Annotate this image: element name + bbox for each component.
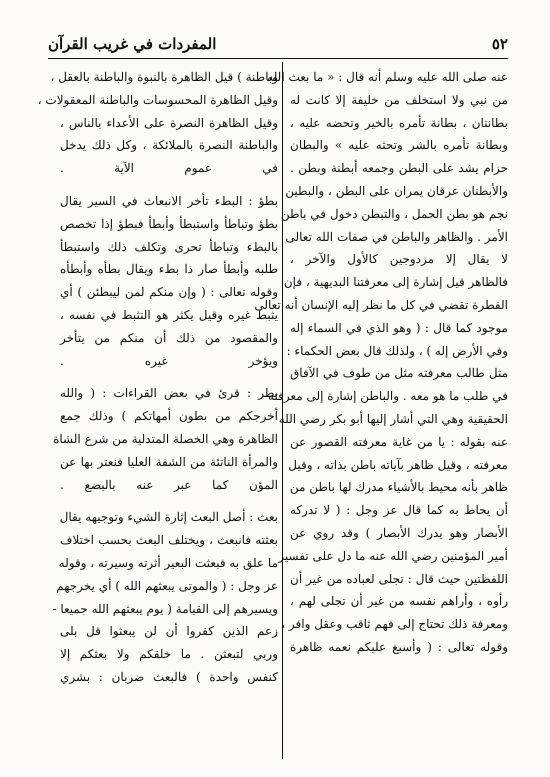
right-text-column xyxy=(254,66,508,759)
page-number: ٥٢ xyxy=(491,35,508,53)
text-line: ويؤخر غيره . xyxy=(60,353,278,368)
header-rule xyxy=(48,58,508,59)
text-line: حزام يشد على البطن وجمعه أبطنة وبطن . xyxy=(290,161,508,176)
text-line: ظاهر بأنه محيط بالأشياء مدرك لها باطن من xyxy=(289,480,508,495)
text-line: أخرجكم من بطون أمهاتكم ) وذلك جمع xyxy=(60,409,278,424)
text-line: فالظاهر قيل إشارة إلى معرفتنا البديهية ، فإن xyxy=(283,275,508,290)
text-line: عز وجل : ( والموتى يبعثهم الله ) أي يخرجهم xyxy=(56,578,278,593)
text-line: وبطانة تأمره بالشر وتحثه عليه » والبطان xyxy=(290,138,508,153)
left-text-column xyxy=(37,66,278,759)
text-line: بعثته فانبعث ، ويختلف البعث بحسب اختلاف xyxy=(60,533,278,548)
page-header xyxy=(48,30,508,58)
paragraph-gap xyxy=(60,372,278,382)
text-line: الحقيقية وهي التي أشار إليها أبو بكر رضي الله xyxy=(278,411,508,426)
text-line: بعث : أصل البعث إثارة الشيء وتوجيهه يقال xyxy=(59,510,278,525)
text-line: الأبصار وهو يدرك الأبصار ) وقد روي عن xyxy=(290,525,508,540)
text-line: وقيل الظاهرة النصرة على الأعداء بالناس ، xyxy=(60,115,278,130)
text-line: موجود كما قال : ( وهو الذي في السماء إله xyxy=(290,320,508,335)
text-line: وقوله تعالى : ( وأسبغ عليكم نعمه ظاهرة xyxy=(290,639,508,654)
text-line: نجم هو بطن الحمل ، والتبطن دخول في باطن xyxy=(280,206,508,221)
text-line: أن يحاط به كما قال عز وجل : ( لا تدركه xyxy=(290,503,508,518)
text-line: والمرأة الناتئة من الشفة العليا فنعتر بها عن xyxy=(60,454,278,469)
text-line: الظاهرة وهي الخصلة المتدلية من شرع الشاة xyxy=(53,431,278,446)
text-line: زعم الذين كفروا أن لن يبعثوا قل بلى xyxy=(60,624,278,639)
paragraph-gap xyxy=(60,496,278,506)
text-line: مثل طالب معرفته مثل من طوف في الآفاق xyxy=(290,366,508,381)
text-line: والأبطنان عرقان يمران على البطن ، والبطين xyxy=(285,183,508,198)
text-line: ويسيرهم إلى القيامة ( يوم يبعثهم الله جميعا - xyxy=(52,601,278,616)
text-line: الأمر . والظاهر والباطن في صفات الله تعالى xyxy=(285,229,508,244)
text-line: بطؤ وتباطأ واستبطأ وأبطأ فبطؤ إذا تخصص xyxy=(60,216,278,231)
text-line: بالبطء وتباطأ تحرى وتكلف ذلك واستبطأ xyxy=(60,239,278,254)
text-line: كنفس واحدة ) فالبعث ضربان : بشري xyxy=(60,669,278,684)
text-line: وقوله تعالى : ( وإن منكم لمن ليبطئن ) أي xyxy=(60,285,278,300)
paragraph-gap xyxy=(60,180,278,190)
text-line: المؤن كما عبر عنه بالبضع . xyxy=(60,477,278,492)
text-line: بطر : قرئ في بعض القراءات : ( والله xyxy=(60,386,278,401)
text-line: في طلب ما هو معه . والباطن إشارة إلى معرفته xyxy=(268,389,508,404)
text-line: طلبه وأبطأ صار ذا بطء ويقال بطأه وأبطأه xyxy=(60,262,278,277)
text-line: بطانتان ، بطانة تأمره بالخير وتحضه عليه ، xyxy=(290,115,508,130)
text-line: والباطنة النصرة بالملائكة ، وكل ذلك يدخل xyxy=(60,138,278,153)
text-line: الفطرة تقضي في كل ما نظر إليه الإنسان أنه تعالى xyxy=(254,297,508,312)
text-line: لا يقال إلا مزدوجين كالأول والآخر ، xyxy=(290,252,508,267)
text-line: وقيل الظاهرة المحسوسات والباطنة المعقولات ، xyxy=(37,92,278,107)
text-line: رأوه ، وأراهم نفسه من غير أن تجلى لهم ، xyxy=(290,594,508,609)
text-line: ما علق به فبعثت البعير أثرته وسيرته ، وقوله xyxy=(58,555,278,570)
text-line: عنه بقوله : يا من غاية معرفته القصور عن xyxy=(290,434,508,449)
text-line: ومعرفة ذلك تحتاج إلى فهم ثاقب وعقل وافر ، xyxy=(281,617,508,632)
text-line: وفي الأرض إله ) ، ولذلك قال بعض الحكماء : xyxy=(286,343,508,358)
text-line: يثبط غيره وقيل يكثر هو التثبط في نفسه ، xyxy=(60,307,278,322)
text-line: من نبي ولا استخلف من خليفة إلا كانت له xyxy=(290,92,508,107)
text-line: وباطنة ) قيل الظاهرة بالنبوة والباطنة بالعقل ، xyxy=(50,70,278,84)
text-line: بطؤ : البطء تأخر الانبعاث في السير يقال xyxy=(60,193,278,208)
text-line: عنه صلى الله عليه وسلم أنه قال : « ما بعث الله xyxy=(267,70,508,84)
text-line: والمقصود من ذلك أن منكم من يتأخر xyxy=(60,330,278,345)
running-title: المفردات في غريب القرآن xyxy=(48,35,217,53)
text-line: معرفته ، وقيل ظاهر بآياته باطن بذاته ، وقيل xyxy=(288,457,508,472)
text-line: وربي لتبعثن . ما خلقكم ولا بعثكم إلا xyxy=(60,647,278,662)
text-line: أمير المؤمنين رضي الله عنه ما دل على تفسير xyxy=(278,548,508,563)
text-line: اللفظتين حيث قال : تجلى لعباده من غير أن xyxy=(290,571,508,586)
column-divider xyxy=(282,62,283,759)
text-line: في عموم الآية . xyxy=(60,161,278,176)
